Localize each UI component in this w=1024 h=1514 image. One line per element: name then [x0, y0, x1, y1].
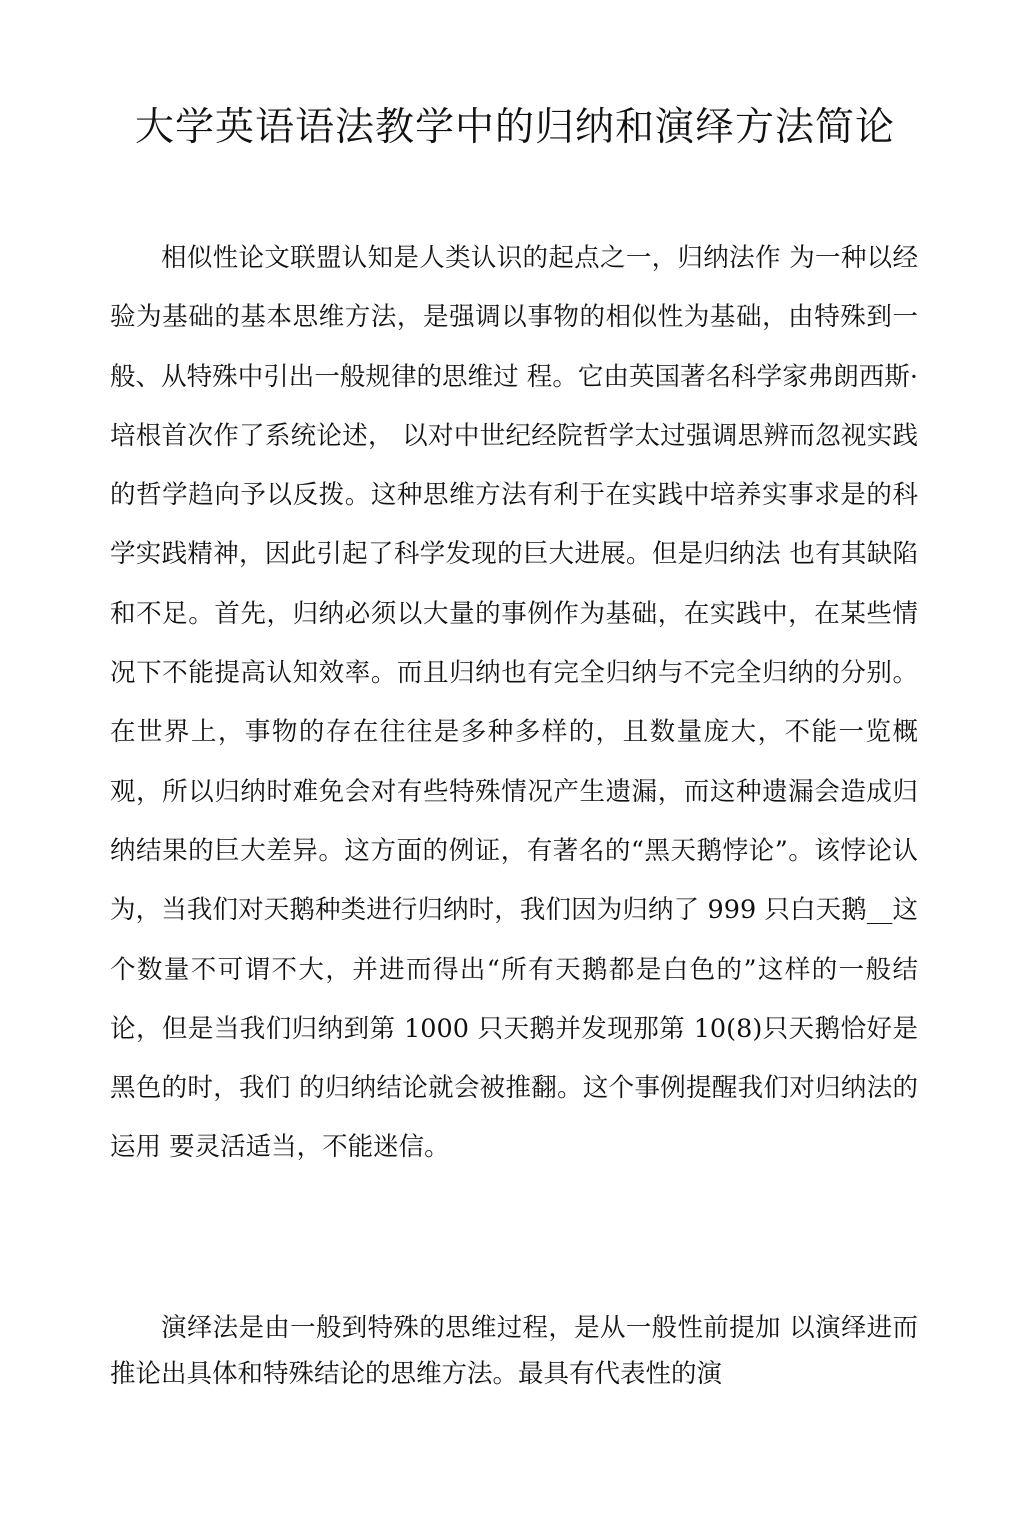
paragraph-induction: 相似性论文联盟认知是人类认识的起点之一，归纳法作 为一种以经验为基础的基本思维方法，是强调以事物的相似性为基础，由特殊到一般、从特殊中引出一般规律的思维过 程。它由英国著名科学家弗朗西斯·培根首次作了系统论述， 以对中世纪经院哲学太过强调思辨而忽视实践的哲学趋向予以反拨。这种思维方法有利于在实践中培养实事求是的科学实践精神，因此引起了科学发现的巨大进展。但是归纳法 也有其缺陷和不足。首先，归纳必须以大量的事例作为基础，在实践中，在某些情况下不能提高认知效率。而且归纳也有完全归纳与不完全归纳的分别。在世界上，事物的存在往往是多种多样的，且数量庞大，不能一览概观，所以归纳时难免会对有些特殊情况产生遗漏，而这种遗漏会造成归纳结果的巨大差异。这方面的例证，有著名的“黑天鹅悖论”。该悖论认为，当我们对天鹅种类进行归纳时，我们因为归纳了 999 只白天鹅__这个数量不可谓不大，并进而得出“所有天鹅都是白色的”这样的一般结论，但是当我们归纳到第 1000 只天鹅并发现那第 10(8)只天鹅恰好是黑色的时，我们 的归纳结论就会被推翻。这个事例提醒我们对归纳法的运用 要灵活适当，不能迷信。	[110, 243, 918, 1163]
paragraph-deduction: 演绎法是由一般到特殊的思维过程，是从一般性前提加 以演绎进而推论出具体和特殊结论的思维方法。最具有代表性的演	[110, 1313, 918, 1389]
document-title: 大学英语语法教学中的归纳和演绎方法简论	[134, 105, 895, 150]
